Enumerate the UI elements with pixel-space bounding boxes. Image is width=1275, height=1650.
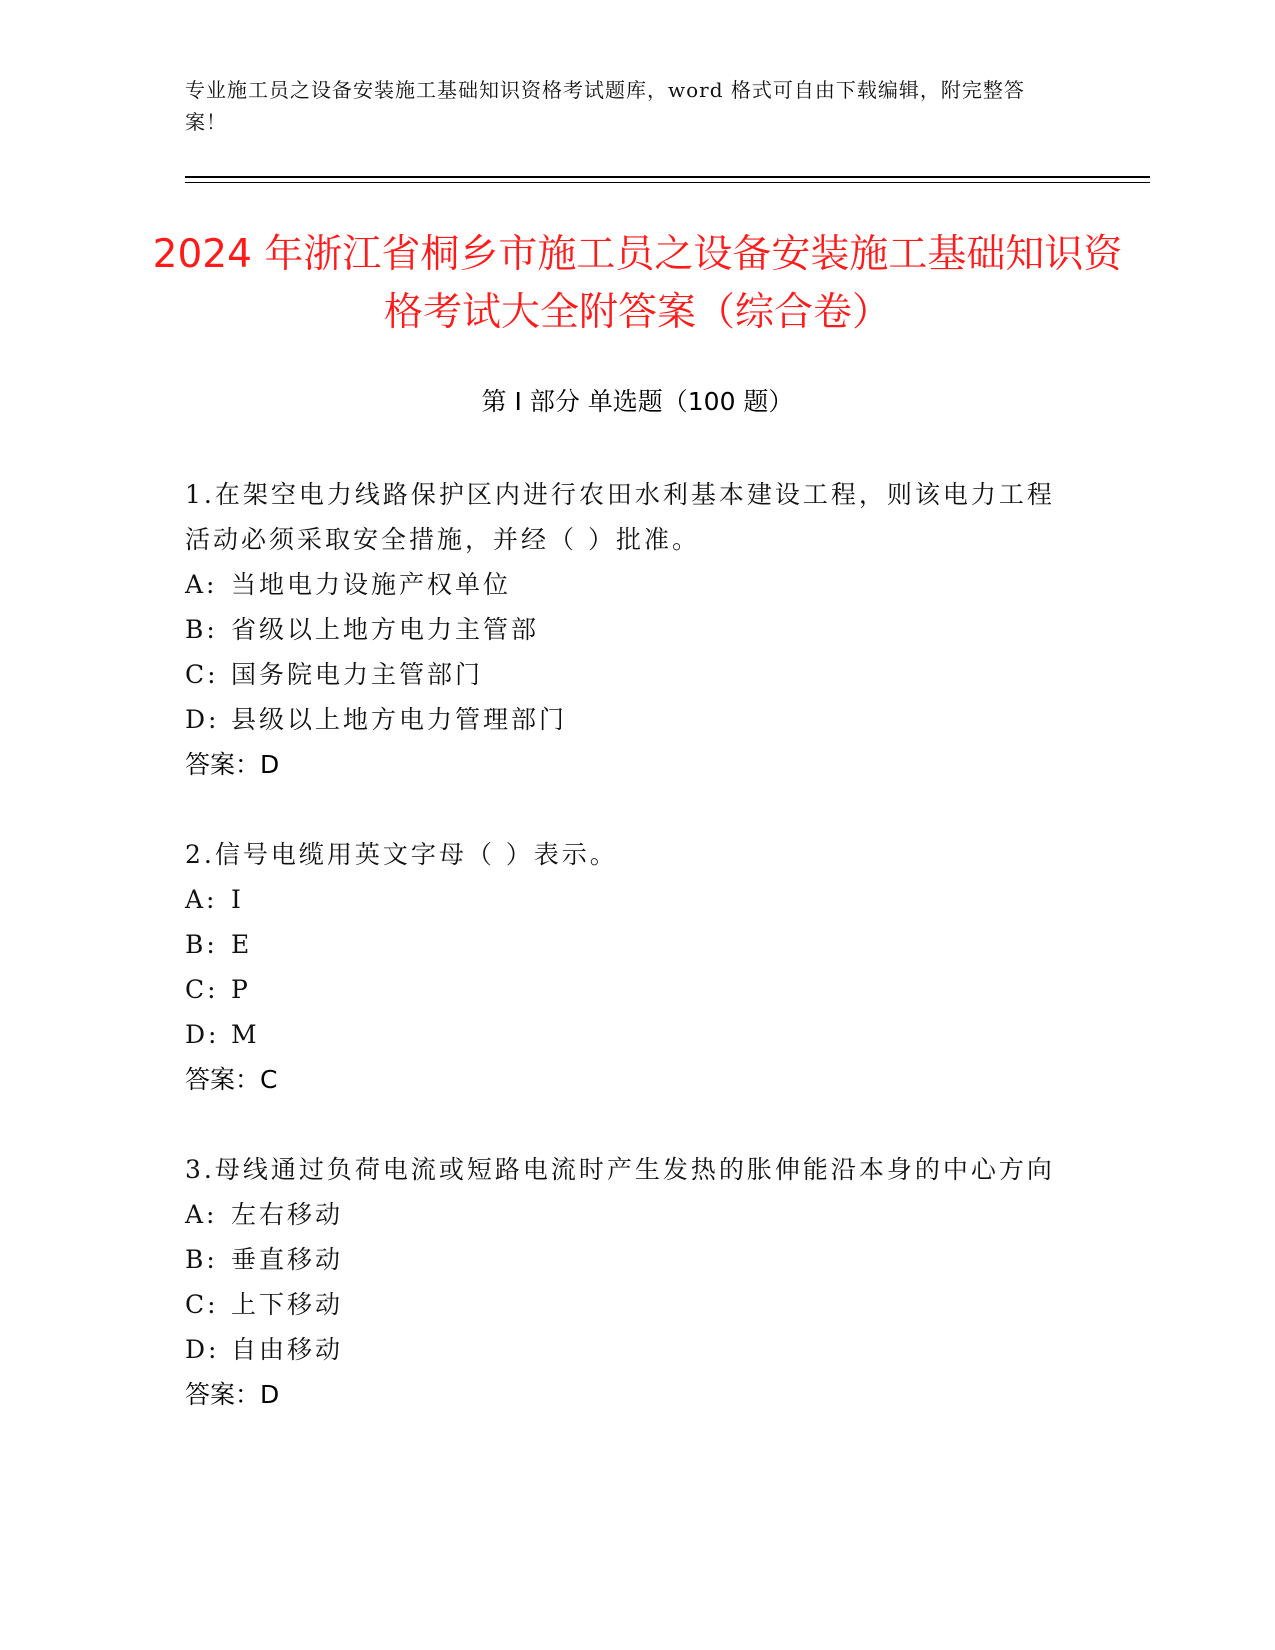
option-letter: A: xyxy=(185,885,218,914)
option-text: 县级以上地方电力管理部门 xyxy=(231,705,568,734)
question-3 xyxy=(185,1147,1065,1417)
option-text: P xyxy=(231,975,251,1004)
option-text: 当地电力设施产权单位 xyxy=(231,570,512,599)
option-letter: D: xyxy=(185,705,220,734)
option-text: 垂直移动 xyxy=(231,1245,344,1274)
option-text: E xyxy=(231,930,253,959)
option-letter: C: xyxy=(185,1290,219,1319)
option-a xyxy=(185,562,1065,607)
option-c xyxy=(185,1282,1065,1327)
answer: 答案：D xyxy=(185,1380,280,1409)
question-stem: 2.信号电缆用英文字母（ ）表示。 xyxy=(185,840,618,869)
option-d xyxy=(185,1012,1065,1057)
option-b xyxy=(185,1237,1065,1282)
option-a xyxy=(185,877,1065,922)
question-list xyxy=(185,472,1065,1462)
option-letter: C: xyxy=(185,975,219,1004)
option-letter: A: xyxy=(185,570,218,599)
option-d xyxy=(185,697,1065,742)
question-1 xyxy=(185,472,1065,787)
header-note: 专业施工员之设备安装施工基础知识资格考试题库，word 格式可自由下载编辑，附完整答案！ xyxy=(185,78,1025,134)
option-letter: C: xyxy=(185,660,219,689)
option-text: 省级以上地方电力主管部 xyxy=(231,615,540,644)
option-letter: B: xyxy=(185,615,218,644)
option-b xyxy=(185,922,1065,967)
option-letter: B: xyxy=(185,1245,218,1274)
option-c xyxy=(185,967,1065,1012)
option-text: 自由移动 xyxy=(231,1335,344,1364)
option-b xyxy=(185,607,1065,652)
document-title: 2024 年浙江省桐乡市施工员之设备安装施工基础知识资格考试大全附答案（综合卷） xyxy=(152,232,1123,335)
option-text: M xyxy=(231,1020,260,1049)
option-letter: D: xyxy=(185,1335,220,1364)
question-stem: 3.母线通过负荷电流或短路电流时产生发热的胀伸能沿本身的中心方向 xyxy=(185,1155,1055,1184)
option-d xyxy=(185,1327,1065,1372)
option-a xyxy=(185,1192,1065,1237)
option-text: I xyxy=(231,885,244,914)
option-letter: B: xyxy=(185,930,218,959)
header-divider-thin xyxy=(185,182,1150,183)
answer: 答案：D xyxy=(185,750,280,779)
question-2 xyxy=(185,832,1065,1102)
option-text: 国务院电力主管部门 xyxy=(231,660,484,689)
option-letter: D: xyxy=(185,1020,220,1049)
option-text: 左右移动 xyxy=(231,1200,344,1229)
question-stem: 1.在架空电力线路保护区内进行农田水利基本建设工程，则该电力工程活动必须采取安全措施，并经（ ）批准。 xyxy=(185,480,1055,554)
answer: 答案：C xyxy=(185,1065,278,1094)
section-title: 第 I 部分 单选题（100 题） xyxy=(481,387,794,416)
option-c xyxy=(185,652,1065,697)
option-letter: A: xyxy=(185,1200,218,1229)
option-text: 上下移动 xyxy=(231,1290,344,1319)
header-divider-thick xyxy=(185,176,1150,178)
